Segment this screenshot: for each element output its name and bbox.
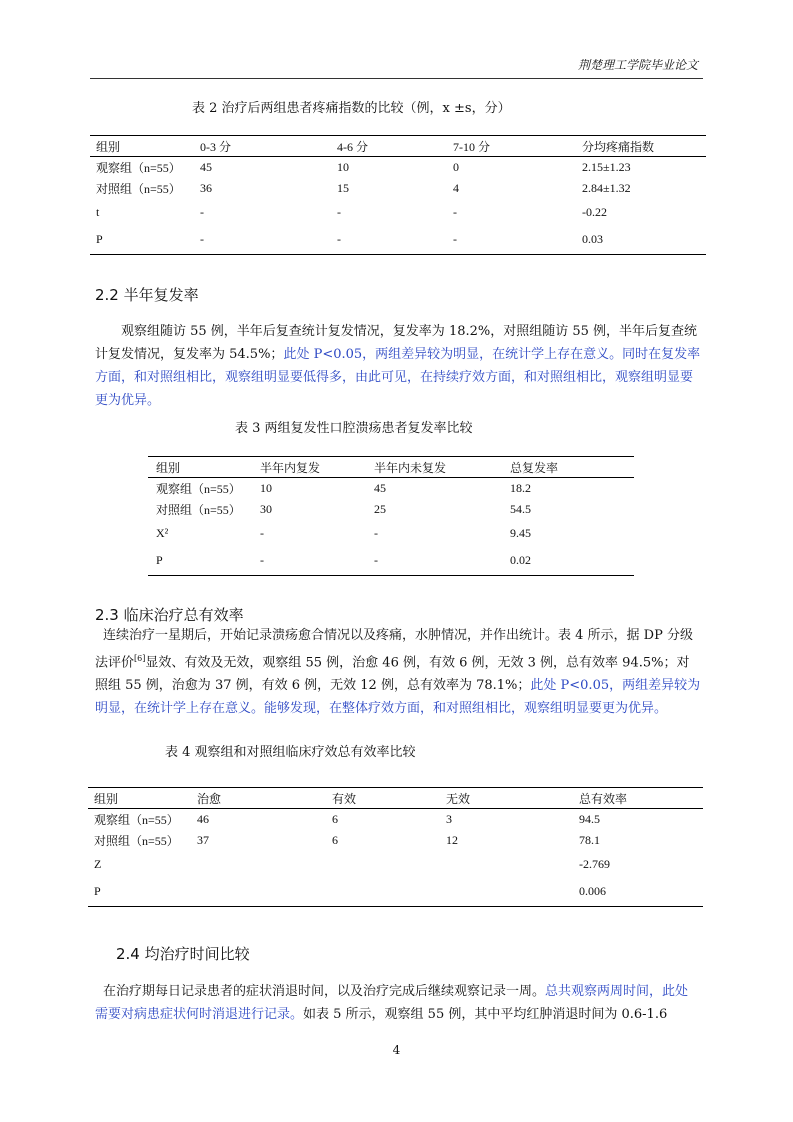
table2-header-cell: 0-3 分 <box>200 136 337 157</box>
table-cell: - <box>453 225 582 255</box>
table-cell: 0.006 <box>579 877 703 907</box>
table3-header-row <box>148 457 634 478</box>
table-cell: 0.02 <box>510 546 634 576</box>
table-cell: 9.45 <box>510 525 531 540</box>
table4-header-cell: 总有效率 <box>579 788 703 809</box>
table-row <box>148 520 634 546</box>
section-heading-2-2: 2.2 半年复发率 <box>95 286 199 304</box>
table-cell: - <box>200 225 337 255</box>
table3 <box>148 456 634 576</box>
table4-caption: 表 4 观察组和对照组临床疗效总有效率比较 <box>165 745 416 760</box>
section-2-2-paragraph <box>95 320 701 412</box>
table-row <box>148 546 634 576</box>
table4-header-cell: 有效 <box>332 788 446 809</box>
paragraph-text: 显效、有效及无效，观察组 55 例，治愈 46 例，有效 6 例，无效 3 例，总有效率 94.5%；对照组 55 例，治愈为 37 例，有效 6 例，无效 12 例，总有效率为 78.1%； <box>95 655 690 694</box>
table-cell: 46 <box>197 812 209 826</box>
table-cell: 15 <box>337 181 349 195</box>
table-cell: -0.22 <box>582 204 607 219</box>
running-header: 荆楚理工学院毕业论文 <box>577 58 698 72</box>
table-cell: - <box>260 525 264 540</box>
table3-header-cell: 半年内未复发 <box>374 457 510 478</box>
paragraph-text: 观察组随访 55 例，半年后复查统计复发情况，复发率为 18.2%，对照组随访 55 例，半年后复查统计复发情况，复发率为 54.5%； <box>95 324 698 362</box>
table-cell: 0 <box>453 160 459 174</box>
table3-caption: 表 3 两组复发性口腔溃疡患者复发率比较 <box>235 421 473 436</box>
table-cell: 94.5 <box>579 812 600 826</box>
paragraph-highlight-text: 此处 P<0.05，两组差异较为明显，在统计学上存在意义。同时在复发率方面，和对照组相比，观察组明显要低得多，由此可见，在持续疗效方面，和对照组相比，观察组明显要更为优异。 <box>95 347 701 408</box>
table3-header-cell: 组别 <box>148 457 260 478</box>
table-row <box>88 809 703 831</box>
table-cell: 37 <box>197 833 209 847</box>
table-cell: 45 <box>200 160 212 174</box>
table4-header-row <box>88 788 703 809</box>
paragraph-text: 连续治疗一星期后，开始记录溃疡愈合情况以及疼痛，水肿情况，并作出统计。表 4 所示，据 DP 分级法评价 <box>95 628 693 671</box>
table-cell: 观察组（n=55） <box>96 161 181 175</box>
table2-header-cell: 分均疼痛指数 <box>582 136 706 157</box>
table-cell: 18.2 <box>510 481 531 495</box>
table-cell <box>197 877 332 907</box>
table-cell: 2.15±1.23 <box>582 160 631 174</box>
table-cell: X² <box>156 525 169 540</box>
paragraph-text: 如表 5 所示，观察组 55 例，其中平均红肿消退时间为 0.6-1.6 <box>303 1007 668 1022</box>
table2-header-cell: 组别 <box>90 136 200 157</box>
paragraph-highlight-text: 总共观察两周时间，此处需要对病患症状何时消退进行记录。 <box>95 984 689 1022</box>
paragraph-text: 在治疗期每日记录患者的症状消退时间，以及治疗完成后继续观察记录一周。 <box>103 984 546 999</box>
table2-caption: 表 2 治疗后两组患者疼痛指数的比较（例，x ±s，分） <box>192 101 511 116</box>
table2-header-cell: 7-10 分 <box>453 136 582 157</box>
header-rule <box>90 78 703 79</box>
table-cell: 12 <box>446 833 458 847</box>
table-cell: 6 <box>332 812 338 826</box>
table-cell: 对照组（n=55） <box>156 503 241 517</box>
table-cell: 30 <box>260 502 272 516</box>
citation-marker: [6] <box>134 654 146 663</box>
table-row <box>90 199 706 225</box>
table3-header-cell: 半年内复发 <box>260 457 374 478</box>
table-cell: -2.769 <box>579 856 610 871</box>
table-cell: 45 <box>374 481 386 495</box>
table-cell: 观察组（n=55） <box>156 482 241 496</box>
table4-header-cell: 无效 <box>446 788 579 809</box>
table-cell <box>446 851 579 877</box>
paragraph-highlight-text: 此处 P<0.05，两组差异较为明显，在统计学上存在意义。能够发现，在整体疗效方面，和对照组相比，观察组明显要更为优异。 <box>95 678 701 717</box>
table-cell: 78.1 <box>579 833 600 847</box>
table-cell: 2.84±1.32 <box>582 181 631 195</box>
table-row <box>90 225 706 255</box>
table-cell: 对照组（n=55） <box>94 834 179 848</box>
table2 <box>90 135 706 255</box>
table-cell: - <box>200 204 204 219</box>
table-cell: 54.5 <box>510 502 531 516</box>
table-row <box>88 830 703 851</box>
table-cell: P <box>88 877 197 907</box>
table-row <box>90 178 706 199</box>
table-cell: 3 <box>446 812 452 826</box>
table-cell <box>446 877 579 907</box>
table-cell: - <box>453 204 457 219</box>
table-cell: 对照组（n=55） <box>96 182 181 196</box>
table-cell: 10 <box>260 481 272 495</box>
table-row <box>90 157 706 179</box>
table-cell: - <box>260 546 374 576</box>
section-2-3-paragraph <box>95 624 701 720</box>
table-cell: P <box>148 546 260 576</box>
table-cell: - <box>374 546 510 576</box>
table-cell: 观察组（n=55） <box>94 813 179 827</box>
table-cell: 4 <box>453 181 459 195</box>
table-cell: - <box>374 525 378 540</box>
table-cell: 10 <box>337 160 349 174</box>
table4 <box>88 787 703 907</box>
table-row <box>148 499 634 520</box>
table2-header-cell: 4-6 分 <box>337 136 453 157</box>
table-cell: 25 <box>374 502 386 516</box>
table3-header-cell: 总复发率 <box>510 457 634 478</box>
table4-header-cell: 治愈 <box>197 788 332 809</box>
table-cell: t <box>96 204 100 219</box>
page-number: 4 <box>392 1043 401 1057</box>
table-cell: P <box>90 225 200 255</box>
table-row <box>148 478 634 500</box>
table-cell: - <box>337 204 341 219</box>
table-cell: 6 <box>332 833 338 847</box>
table-row <box>88 877 703 907</box>
table-cell: Z <box>94 856 102 871</box>
table-cell: 36 <box>200 181 212 195</box>
section-heading-2-4: 2.4 均治疗时间比较 <box>116 945 250 963</box>
section-2-4-paragraph <box>95 980 701 1026</box>
table-cell <box>332 877 446 907</box>
table-cell <box>332 851 446 877</box>
table4-header-cell: 组别 <box>88 788 197 809</box>
section-heading-2-3: 2.3 临床治疗总有效率 <box>95 606 244 624</box>
table-cell: - <box>337 225 453 255</box>
table2-header-row <box>90 136 706 157</box>
table-cell <box>197 851 332 877</box>
table-cell: 0.03 <box>582 225 706 255</box>
table-row <box>88 851 703 877</box>
